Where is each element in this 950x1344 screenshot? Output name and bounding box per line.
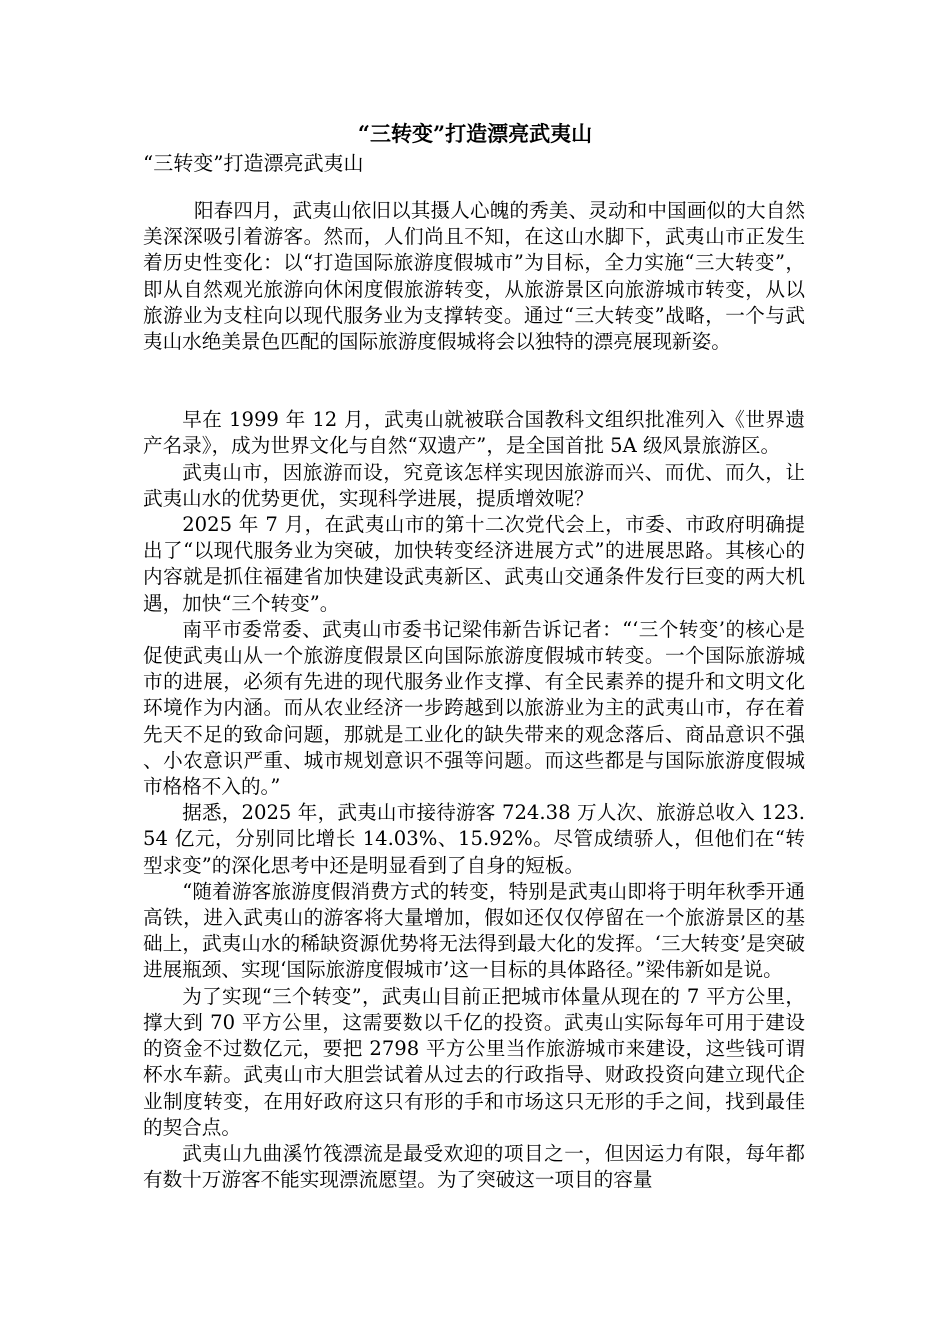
paragraph-city-expansion: 为了实现“三个转变”，武夷山目前正把城市体量从现在的 7 平方公里，撑大到 70 平方公里，这需要数以千亿的投资。武夷山实际每年可用于建设的资金不过数亿元，要把 2798 平方公里当作旅游城市来建设，这些钱可谓杯水车薪。武夷山市大胆尝试着从过去的行政指导、财政投资向建立现代企业制度转变，在用好政府这只有形的手和市场这只无形的手之间，找到最佳的契合点。	[143, 984, 805, 1139]
paragraph-high-speed-rail: “随着游客旅游度假消费方式的转变，特别是武夷山即将于明年秋季开通高铁，进入武夷山的游客将大量增加，假如还仅仅停留在一个旅游景区的基础上，武夷山水的稀缺资源优势将无法得到最大化的发挥。‘三大转变’是突破进展瓶颈、实现‘国际旅游度假城市’这一目标的具体路径。”梁伟新如是说。	[143, 879, 805, 982]
document-subtitle: “三转变”打造漂亮武夷山	[143, 151, 364, 175]
article-body	[143, 198, 805, 1193]
paragraph-bamboo-rafting: 武夷山九曲溪竹筏漂流是最受欢迎的项目之一，但因运力有限，每年都有数十万游客不能实现漂流愿望。为了突破这一项目的容量	[143, 1141, 805, 1192]
paragraph-world-heritage: 早在 1999 年 12 月，武夷山就被联合国教科文组织批准列入《世界遗产名录》，成为世界文化与自然“双遗产”，是全国首批 5A 级风景旅游区。	[143, 408, 805, 458]
paragraph-statistics: 据悉，2025 年，武夷山市接待游客 724.38 万人次、旅游总收入 123.54 亿元，分别同比增长 14.03%、15.92%。尽管成绩骄人，但他们在“转型求变”的深化思考中还是明显看到了自身的短板。	[143, 801, 805, 877]
paragraph-party-congress: 2025 年 7 月，在武夷山市的第十二次党代会上，市委、市政府明确提出了“以现代服务业为突破，加快转变经济进展方式”的进展思路。其核心的内容就是抓住福建省加快建设武夷新区、武夷山交通条件发行巨变的两大机遇，加快“三个转变”。	[143, 513, 805, 615]
paragraph-gap	[143, 381, 805, 407]
document-title: “三转变”打造漂亮武夷山	[357, 121, 593, 146]
paragraph-question: 武夷山市，因旅游而设，究竟该怎样实现因旅游而兴、而优、而久，让武夷山水的优势更优，实现科学进展，提质增效呢？	[143, 460, 805, 510]
paragraph-gap	[143, 355, 805, 381]
paragraph-secretary-quote: 南平市委常委、武夷山市委书记梁伟新告诉记者：“‘三个转变’的核心是促使武夷山从一个旅游度假景区向国际旅游度假城市转变。一个国际旅游城市的进展，必须有先进的现代服务业作支撑、有全民素养的提升和文明文化环境作为内涵。而从农业经济一步跨越到以旅游业为主的武夷山市，存在着先天不足的致命问题，那就是工业化的缺失带来的观念落后、商品意识不强、小农意识严重、城市规划意识不强等问题。而这些都是与国际旅游度假城市格格不入的。”	[143, 617, 805, 799]
paragraph-intro: 阳春四月，武夷山依旧以其摄人心魄的秀美、灵动和中国画似的大自然美深深吸引着游客。然而，人们尚且不知，在这山水脚下，武夷山市正发生着历史性变化：以“打造国际旅游度假城市”为目标，全力实施“三大转变”，即从自然观光旅游向休闲度假旅游转变，从旅游景区向旅游城市转变，从以旅游业为支柱向以现代服务业为支撑转变。通过“三大转变”战略，一个与武夷山水绝美景色匹配的国际旅游度假城将会以独特的漂亮展现新姿。	[143, 199, 805, 354]
